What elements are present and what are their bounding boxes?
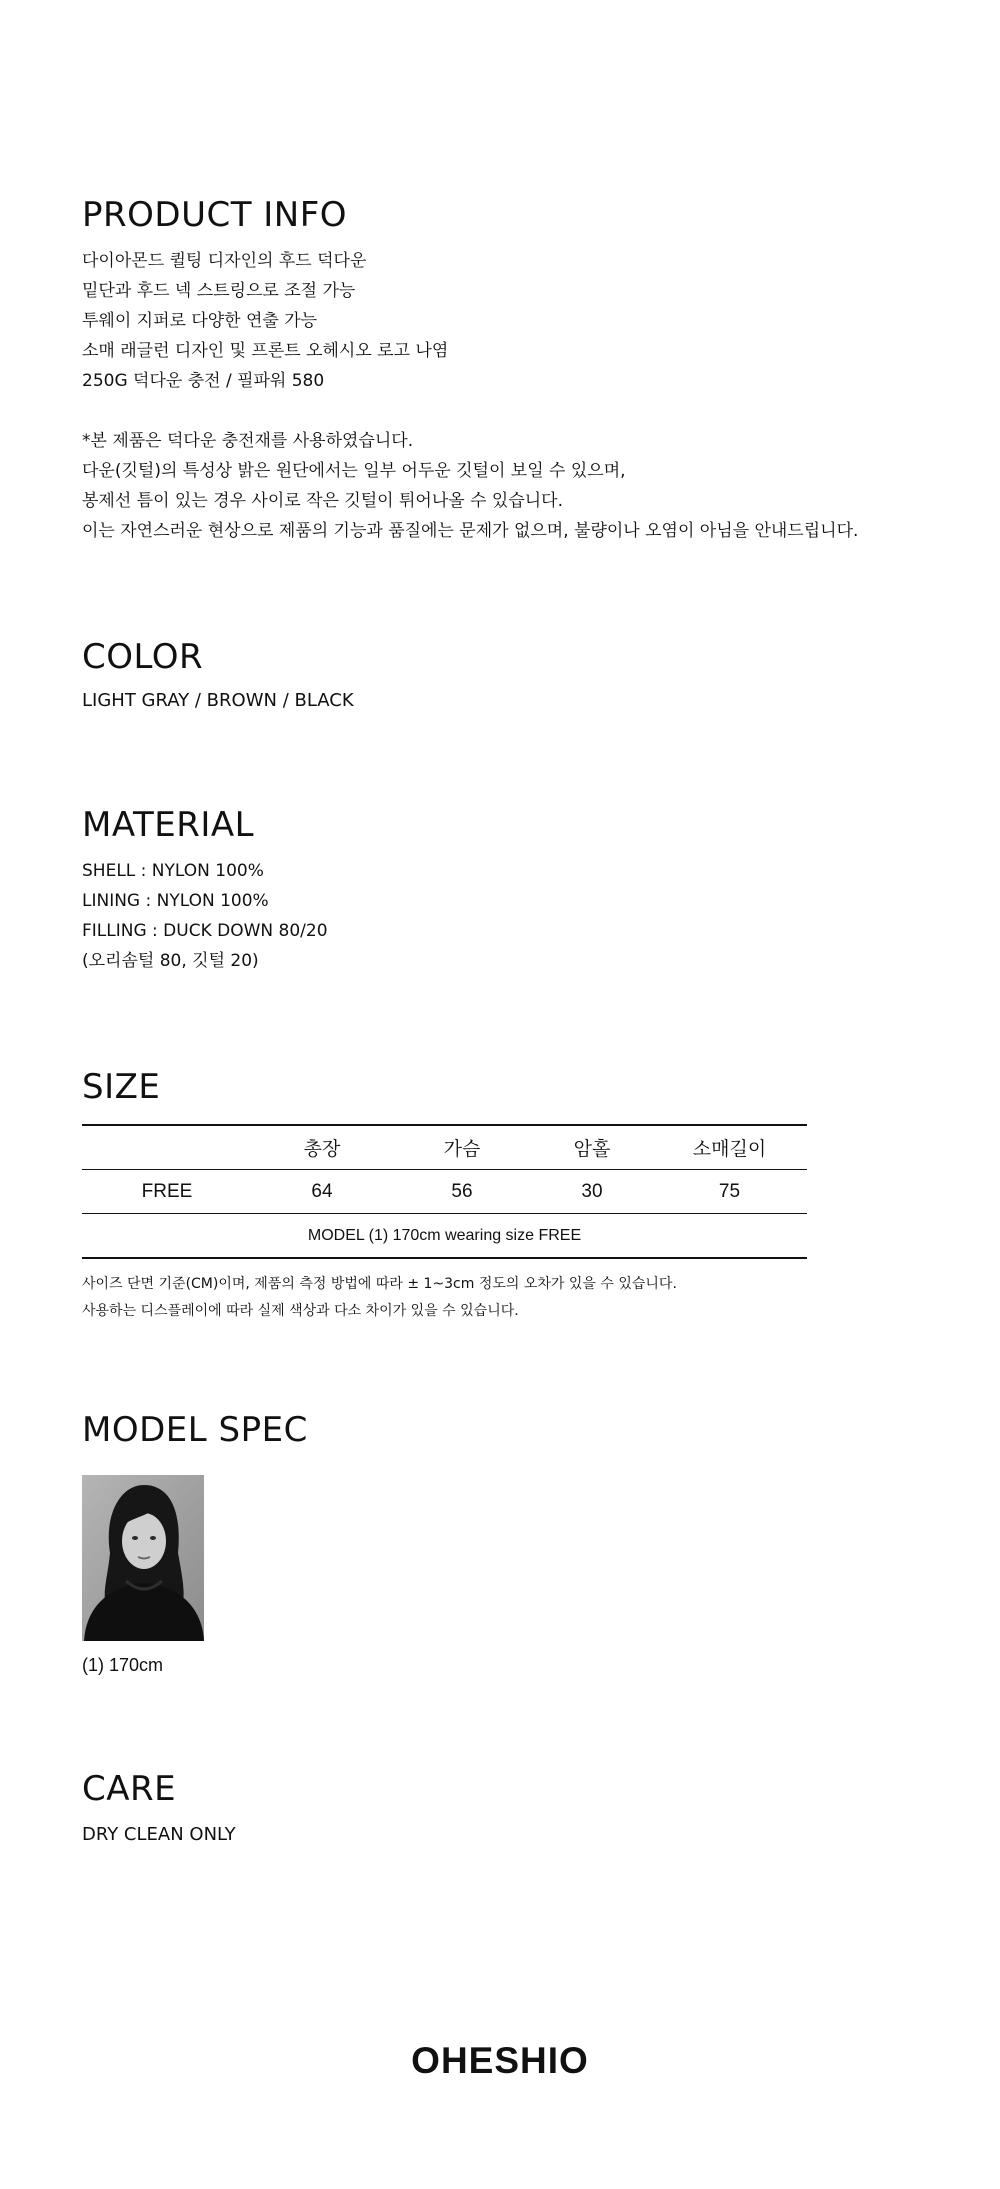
material-list: [82, 856, 328, 976]
model-wearing-note: MODEL (1) 170cm wearing size FREE: [82, 1214, 807, 1259]
size-table: [82, 1124, 807, 1259]
size-section: [82, 1067, 807, 1325]
model-spec-section: [82, 1410, 308, 1676]
product-info-line: 250G 덕다운 충전 / 필파워 580: [82, 371, 325, 391]
model-caption: (1) 170cm: [82, 1655, 164, 1675]
product-info-note: *본 제품은 덕다운 충전재를 사용하였습니다.: [82, 431, 414, 451]
size-note: 사용하는 디스플레이에 따라 실제 색상과 다소 차이가 있을 수 있습니다.: [82, 1303, 519, 1319]
product-info-line: 소매 래글런 디자인 및 프론트 오헤시오 로고 나염: [82, 341, 449, 361]
product-info-line: 투웨이 지퍼로 다양한 연출 가능: [82, 311, 318, 331]
size-header-cell: 암홀: [532, 1125, 652, 1170]
brand-logo: OHESHIO: [411, 2040, 589, 2081]
table-row: [82, 1214, 807, 1259]
product-info-note: 다운(깃털)의 특성상 밝은 원단에서는 일부 어두운 깃털이 보일 수 있으며,: [82, 461, 626, 481]
size-header-cell: [82, 1125, 252, 1170]
color-value: LIGHT GRAY / BROWN / BLACK: [82, 690, 354, 711]
model-photo: [82, 1475, 204, 1641]
product-info-note: 이는 자연스러운 현상으로 제품의 기능과 품질에는 문제가 없으며, 불량이나 오염이 아님을 안내드립니다.: [82, 521, 859, 541]
size-cell: FREE: [82, 1170, 252, 1214]
material-line: (오리솜털 80, 깃털 20): [82, 951, 259, 971]
product-info-description: [82, 246, 858, 546]
material-line: FILLING : DUCK DOWN 80/20: [82, 921, 328, 941]
product-info-line: 다이아몬드 퀼팅 디자인의 후드 덕다운: [82, 251, 367, 271]
product-info-title: PRODUCT INFO: [82, 195, 348, 235]
table-row: [82, 1170, 807, 1214]
care-section: [82, 1769, 236, 1845]
color-section: [82, 637, 354, 711]
size-note: 사이즈 단면 기준(CM)이며, 제품의 측정 방법에 따라 ± 1~3cm 정도의 오차가 있을 수 있습니다.: [82, 1276, 677, 1292]
material-line: SHELL : NYLON 100%: [82, 861, 264, 881]
size-title: SIZE: [82, 1067, 161, 1107]
size-table-header: [82, 1125, 807, 1170]
size-header-cell: 소매길이: [652, 1125, 807, 1170]
model-spec-title: MODEL SPEC: [82, 1410, 308, 1450]
material-line: LINING : NYLON 100%: [82, 891, 269, 911]
material-title: MATERIAL: [82, 805, 255, 845]
size-header-cell: 총장: [252, 1125, 392, 1170]
care-value: DRY CLEAN ONLY: [82, 1824, 236, 1845]
material-section: [82, 805, 328, 976]
size-cell: 30: [532, 1170, 652, 1214]
size-cell: 75: [652, 1170, 807, 1214]
size-cell: 64: [252, 1170, 392, 1214]
size-cell: 56: [392, 1170, 532, 1214]
size-header-cell: 가슴: [392, 1125, 532, 1170]
size-notes: [82, 1271, 807, 1325]
product-info-line: 밑단과 후드 넥 스트링으로 조절 가능: [82, 281, 356, 301]
product-info-section: [82, 195, 859, 546]
product-info-note: 봉제선 틈이 있는 경우 사이로 작은 깃털이 튀어나올 수 있습니다.: [82, 491, 564, 511]
care-title: CARE: [82, 1769, 177, 1809]
color-title: COLOR: [82, 637, 204, 677]
